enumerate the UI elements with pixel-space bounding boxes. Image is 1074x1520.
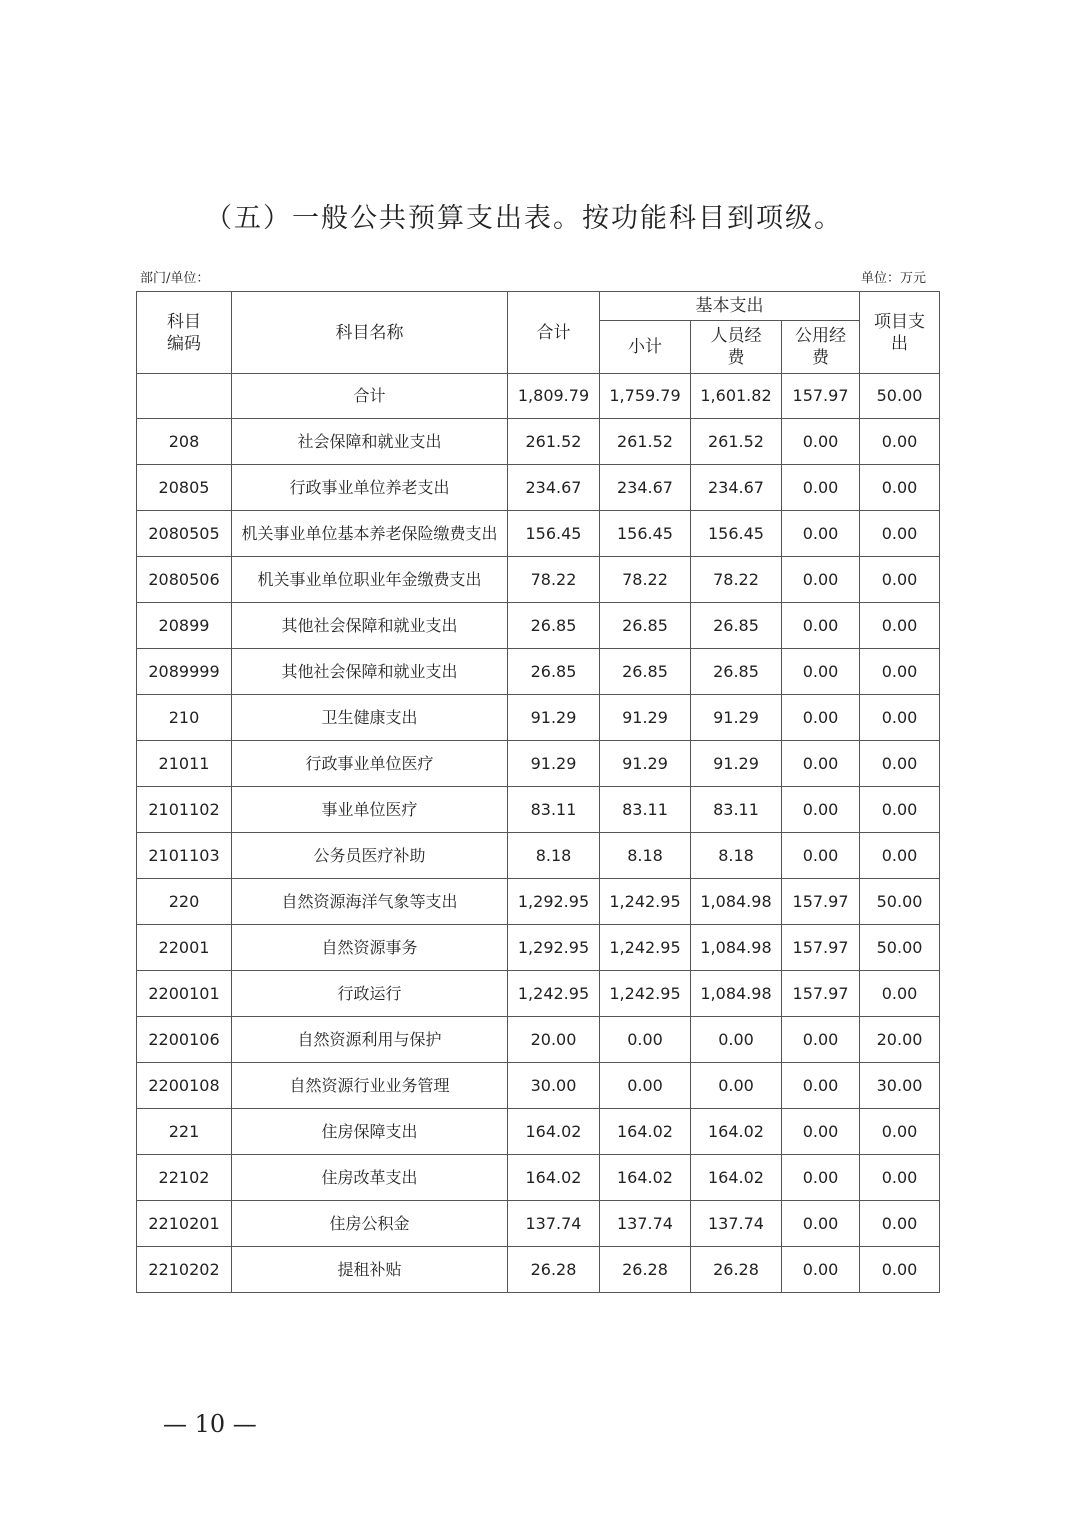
cell-total: 8.18 [508,833,600,879]
cell-code: 2200106 [137,1017,232,1063]
cell-total: 83.11 [508,787,600,833]
cell-name: 卫生健康支出 [232,695,508,741]
cell-project: 20.00 [860,1017,940,1063]
cell-total: 1,242.95 [508,971,600,1017]
table-row [137,1109,940,1155]
cell-code: 220 [137,879,232,925]
cell-total: 1,809.79 [508,374,600,419]
table-row [137,419,940,465]
cell-subtotal: 156.45 [600,511,691,557]
table-row [137,557,940,603]
cell-project: 30.00 [860,1063,940,1109]
cell-subtotal: 137.74 [600,1201,691,1247]
cell-public: 0.00 [782,1155,860,1201]
cell-name: 其他社会保障和就业支出 [232,649,508,695]
cell-code: 2080505 [137,511,232,557]
cell-total: 137.74 [508,1201,600,1247]
cell-subtotal: 26.28 [600,1247,691,1293]
cell-public: 0.00 [782,1109,860,1155]
cell-subtotal: 234.67 [600,465,691,511]
cell-public: 0.00 [782,1017,860,1063]
cell-subtotal: 0.00 [600,1017,691,1063]
cell-name: 行政事业单位医疗 [232,741,508,787]
table-row [137,649,940,695]
cell-project: 0.00 [860,787,940,833]
cell-personnel: 26.85 [691,649,782,695]
cell-code: 208 [137,419,232,465]
cell-total: 1,292.95 [508,879,600,925]
cell-name: 事业单位医疗 [232,787,508,833]
cell-name: 机关事业单位基本养老保险缴费支出 [232,511,508,557]
cell-subtotal: 26.85 [600,603,691,649]
cell-subtotal: 78.22 [600,557,691,603]
table-row [137,741,940,787]
header-public: 公用经费 [782,321,860,374]
cell-public: 157.97 [782,971,860,1017]
cell-subtotal: 91.29 [600,695,691,741]
cell-project: 0.00 [860,1109,940,1155]
cell-subtotal: 8.18 [600,833,691,879]
cell-code: 20805 [137,465,232,511]
cell-total: 1,292.95 [508,925,600,971]
cell-code: 2101103 [137,833,232,879]
cell-code: 20899 [137,603,232,649]
cell-public: 0.00 [782,1201,860,1247]
cell-name: 机关事业单位职业年金缴费支出 [232,557,508,603]
cell-total: 26.28 [508,1247,600,1293]
header-personnel: 人员经费 [691,321,782,374]
cell-name: 自然资源海洋气象等支出 [232,879,508,925]
cell-public: 0.00 [782,465,860,511]
table-row [137,1201,940,1247]
cell-personnel: 83.11 [691,787,782,833]
cell-total: 164.02 [508,1109,600,1155]
cell-code: 2080506 [137,557,232,603]
table-row [137,511,940,557]
cell-total: 26.85 [508,603,600,649]
cell-personnel: 1,084.98 [691,879,782,925]
cell-total: 78.22 [508,557,600,603]
cell-total: 30.00 [508,1063,600,1109]
header-project-expenditure: 项目支出 [860,292,940,374]
cell-personnel: 261.52 [691,419,782,465]
table-row [137,787,940,833]
cell-subtotal: 1,759.79 [600,374,691,419]
cell-name: 合计 [232,374,508,419]
cell-name: 社会保障和就业支出 [232,419,508,465]
cell-project: 0.00 [860,649,940,695]
cell-name: 自然资源行业业务管理 [232,1063,508,1109]
cell-personnel: 26.28 [691,1247,782,1293]
cell-project: 0.00 [860,465,940,511]
table-body [137,374,940,1293]
cell-subtotal: 26.85 [600,649,691,695]
header-subtotal: 小计 [600,321,691,374]
unit-label: 单位：万元 [860,271,926,286]
cell-name: 住房公积金 [232,1201,508,1247]
cell-public: 0.00 [782,603,860,649]
cell-personnel: 91.29 [691,741,782,787]
cell-subtotal: 164.02 [600,1155,691,1201]
cell-public: 0.00 [782,557,860,603]
cell-name: 行政运行 [232,971,508,1017]
cell-project: 0.00 [860,419,940,465]
cell-public: 157.97 [782,879,860,925]
cell-project: 0.00 [860,833,940,879]
cell-total: 20.00 [508,1017,600,1063]
cell-code: 210 [137,695,232,741]
cell-project: 50.00 [860,879,940,925]
department-label: 部门/单位： [140,271,210,286]
header-code: 科目 编码 [137,292,232,374]
cell-code: 2210202 [137,1247,232,1293]
cell-code: 21011 [137,741,232,787]
table-row [137,879,940,925]
cell-personnel: 156.45 [691,511,782,557]
cell-personnel: 164.02 [691,1109,782,1155]
cell-public: 0.00 [782,419,860,465]
budget-expenditure-table [136,291,940,1293]
table-row [137,465,940,511]
cell-name: 公务员医疗补助 [232,833,508,879]
cell-subtotal: 91.29 [600,741,691,787]
cell-project: 0.00 [860,603,940,649]
cell-project: 0.00 [860,1155,940,1201]
cell-personnel: 8.18 [691,833,782,879]
table-row [137,971,940,1017]
cell-total: 164.02 [508,1155,600,1201]
table-row [137,925,940,971]
cell-name: 自然资源事务 [232,925,508,971]
cell-name: 住房保障支出 [232,1109,508,1155]
cell-public: 0.00 [782,511,860,557]
cell-public: 157.97 [782,374,860,419]
cell-project: 0.00 [860,511,940,557]
cell-code: 2101102 [137,787,232,833]
cell-total: 91.29 [508,695,600,741]
cell-code: 2200101 [137,971,232,1017]
cell-code: 22001 [137,925,232,971]
table-row [137,1017,940,1063]
cell-public: 0.00 [782,1063,860,1109]
cell-total: 156.45 [508,511,600,557]
cell-personnel: 0.00 [691,1063,782,1109]
page-title: （五）一般公共预算支出表。按功能科目到项级。 [205,203,843,234]
cell-public: 157.97 [782,925,860,971]
page-number: — 10 — [163,1410,257,1438]
cell-total: 261.52 [508,419,600,465]
cell-public: 0.00 [782,833,860,879]
table-row [137,833,940,879]
cell-public: 0.00 [782,649,860,695]
cell-subtotal: 1,242.95 [600,971,691,1017]
cell-personnel: 91.29 [691,695,782,741]
cell-public: 0.00 [782,695,860,741]
cell-personnel: 26.85 [691,603,782,649]
cell-total: 234.67 [508,465,600,511]
cell-name: 提租补贴 [232,1247,508,1293]
cell-personnel: 137.74 [691,1201,782,1247]
table-row [137,1155,940,1201]
cell-personnel: 1,084.98 [691,925,782,971]
table-row [137,1247,940,1293]
cell-total: 26.85 [508,649,600,695]
cell-subtotal: 1,242.95 [600,925,691,971]
cell-name: 住房改革支出 [232,1155,508,1201]
cell-project: 0.00 [860,695,940,741]
cell-subtotal: 0.00 [600,1063,691,1109]
cell-project: 0.00 [860,1247,940,1293]
cell-project: 0.00 [860,741,940,787]
cell-name: 自然资源利用与保护 [232,1017,508,1063]
cell-project: 0.00 [860,971,940,1017]
cell-project: 50.00 [860,374,940,419]
cell-personnel: 78.22 [691,557,782,603]
cell-subtotal: 83.11 [600,787,691,833]
cell-code: 2200108 [137,1063,232,1109]
cell-name: 行政事业单位养老支出 [232,465,508,511]
cell-code: 221 [137,1109,232,1155]
header-name: 科目名称 [232,292,508,374]
cell-public: 0.00 [782,741,860,787]
cell-personnel: 234.67 [691,465,782,511]
cell-total: 91.29 [508,741,600,787]
cell-project: 0.00 [860,557,940,603]
cell-project: 0.00 [860,1201,940,1247]
cell-public: 0.00 [782,787,860,833]
cell-project: 50.00 [860,925,940,971]
cell-personnel: 1,084.98 [691,971,782,1017]
cell-personnel: 164.02 [691,1155,782,1201]
header-total: 合计 [508,292,600,374]
cell-personnel: 1,601.82 [691,374,782,419]
cell-public: 0.00 [782,1247,860,1293]
table-row [137,695,940,741]
cell-subtotal: 1,242.95 [600,879,691,925]
cell-subtotal: 261.52 [600,419,691,465]
table-row [137,374,940,419]
table-row [137,603,940,649]
cell-code: 2089999 [137,649,232,695]
cell-code [137,374,232,419]
header-basic-expenditure: 基本支出 [600,292,860,321]
cell-code: 22102 [137,1155,232,1201]
table-row [137,1063,940,1109]
cell-personnel: 0.00 [691,1017,782,1063]
cell-code: 2210201 [137,1201,232,1247]
cell-subtotal: 164.02 [600,1109,691,1155]
cell-name: 其他社会保障和就业支出 [232,603,508,649]
